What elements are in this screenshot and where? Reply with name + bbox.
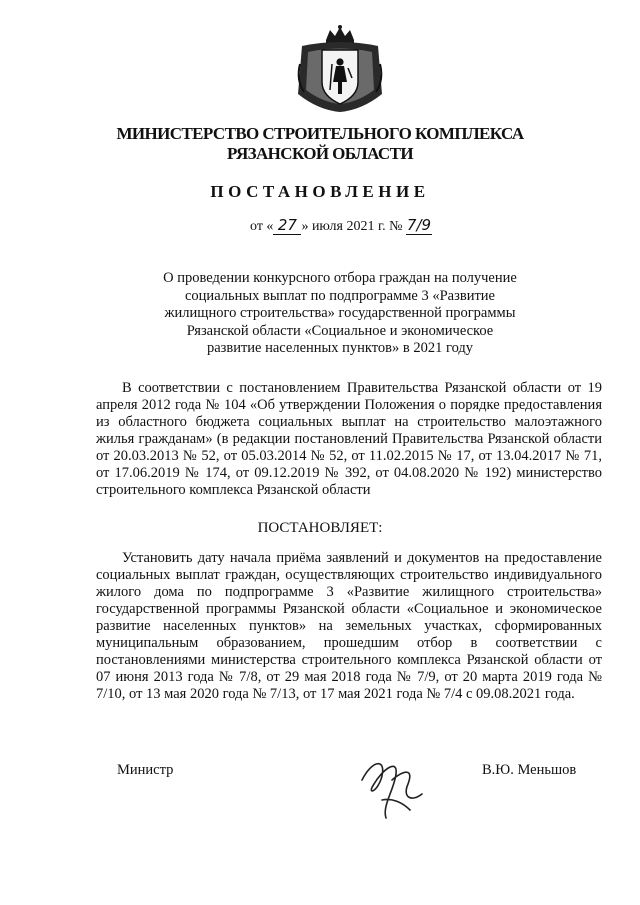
date-day: 27: [273, 216, 301, 235]
document-number: 7/9: [406, 216, 432, 234]
subject-line: социальных выплат по подпрограмме 3 «Развитие: [184, 287, 495, 304]
subject-line: Рязанской области «Социальное и экономическое: [186, 322, 494, 339]
subject-line: жилищного строительства» государственной программы: [164, 305, 516, 321]
date-suffix: » июля 2021 г. №: [301, 219, 403, 234]
subject-line: О проведении конкурсного отбора граждан на получение: [163, 270, 517, 286]
signatory-role: Министр: [117, 762, 174, 778]
resolution-paragraph: Установить дату начала приёма заявлений и документов на предоставление социальных выплат граждан, осуществляющих строительство индивидуального жилого дома по подпрограмме 3 «Развитие жилищного строительства» государственной программы Рязанской области «Социальное и экономическое развитие населенных пунктов» на земельных участках, сформированных муниципальным образованием, прошедшим отбор в соответствии с постановлениями министерства строительного комплекса Рязанской области от 07 июня 2013 года № 7/8, от 29 мая 2018 года № 7/9, от 20 марта 2019 года № 7/10, от 13 мая 2020 года № 7/13, от 17 мая 2021 года № 7/4 с 09.08.2021 года.: [96, 550, 602, 702]
signatory-name: В.Ю. Меньшов: [482, 762, 577, 778]
coat-of-arms-emblem: [292, 24, 388, 114]
document-type: ПОСТАНОВЛЕНИЕ: [210, 182, 430, 201]
resolves-heading: ПОСТАНОВЛЯЕТ:: [257, 520, 383, 536]
subject-line: развитие населенных пунктов» в 2021 году: [206, 340, 474, 356]
date-line: [250, 216, 432, 235]
ministry-title-line1: МИНИСТЕРСТВО СТРОИТЕЛЬНОГО КОМПЛЕКСА: [116, 124, 524, 143]
ministry-title-line2: РЯЗАНСКОЙ ОБЛАСТИ: [227, 144, 413, 163]
date-prefix: от «: [250, 219, 274, 234]
document-subject: [150, 270, 530, 358]
handwritten-signature: [352, 740, 432, 828]
preamble-paragraph: В соответствии с постановлением Правительства Рязанской области от 19 апреля 2012 года № 104 «Об утверждении Положения о порядке предоставления из областного бюджета социальных выплат на строительство малоэтажного жилья гражданам» (в редакции постановлений Правительства Рязанской области от 20.03.2013 № 52, от 05.03.2014 № 52, от 11.02.2015 № 17, от 13.04.2017 № 71, от 17.06.2019 № 174, от 09.12.2019 № 392, от 04.08.2020 № 192) министерство строительного комплекса Рязанской области: [96, 380, 602, 498]
ministry-title: [0, 124, 640, 164]
